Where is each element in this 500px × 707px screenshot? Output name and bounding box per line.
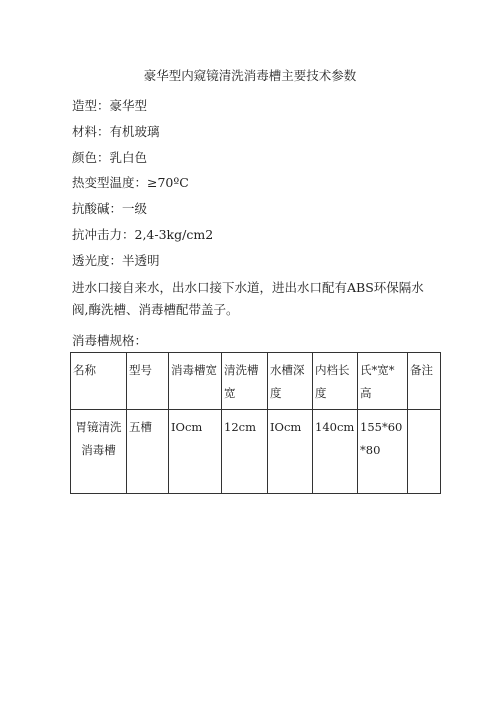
header-dimensions: 氏*宽*高	[358, 353, 408, 410]
spec-line-transparency: 透光度：半透明	[72, 253, 160, 268]
table-row	[71, 410, 441, 494]
water-inlet-paragraph: 进水口接自来水，出水口接下水道，进出水口配有ABS环保隔水阀,酶洗槽、消毒槽配带盖子。	[72, 280, 424, 317]
header-depth: 水槽深度	[268, 353, 313, 410]
spec-line-color: 颜色：乳白色	[72, 150, 148, 165]
page-title: 豪华型内窥镜清洗消毒槽主要技术参数	[143, 68, 357, 83]
cell-disinfect-width: IOcm	[169, 410, 222, 494]
cell-depth: IOcm	[268, 410, 313, 494]
header-inner-length: 内档长度	[313, 353, 358, 410]
header-disinfect-width: 消毒槽宽	[169, 353, 222, 410]
cell-dimensions: 155*60*80	[358, 410, 408, 494]
spec-line-impact: 抗冲击力：2,4-3kg/cm2	[72, 227, 214, 242]
cell-name: 胃镜清洗消毒槽	[71, 410, 127, 494]
cell-model: 五槽	[127, 410, 169, 494]
spec-line-acid-alkali: 抗酸碱：一级	[72, 201, 148, 216]
spec-line-heat-temp: 热变型温度：≥70ºC	[72, 175, 189, 190]
header-model: 型号	[127, 353, 169, 410]
header-remarks: 备注	[408, 353, 441, 410]
table-header-row	[71, 353, 441, 410]
spec-table	[70, 352, 441, 494]
header-name: 名称	[71, 353, 127, 410]
cell-remarks	[408, 410, 441, 494]
header-wash-width: 清洗槽宽	[222, 353, 268, 410]
table-heading: 消毒槽规格：	[72, 333, 148, 348]
spec-line-style: 造型：豪华型	[72, 98, 148, 113]
spec-line-material: 材料：有机玻璃	[72, 124, 160, 139]
cell-inner-length: 140cm	[313, 410, 358, 494]
cell-wash-width: 12cm	[222, 410, 268, 494]
